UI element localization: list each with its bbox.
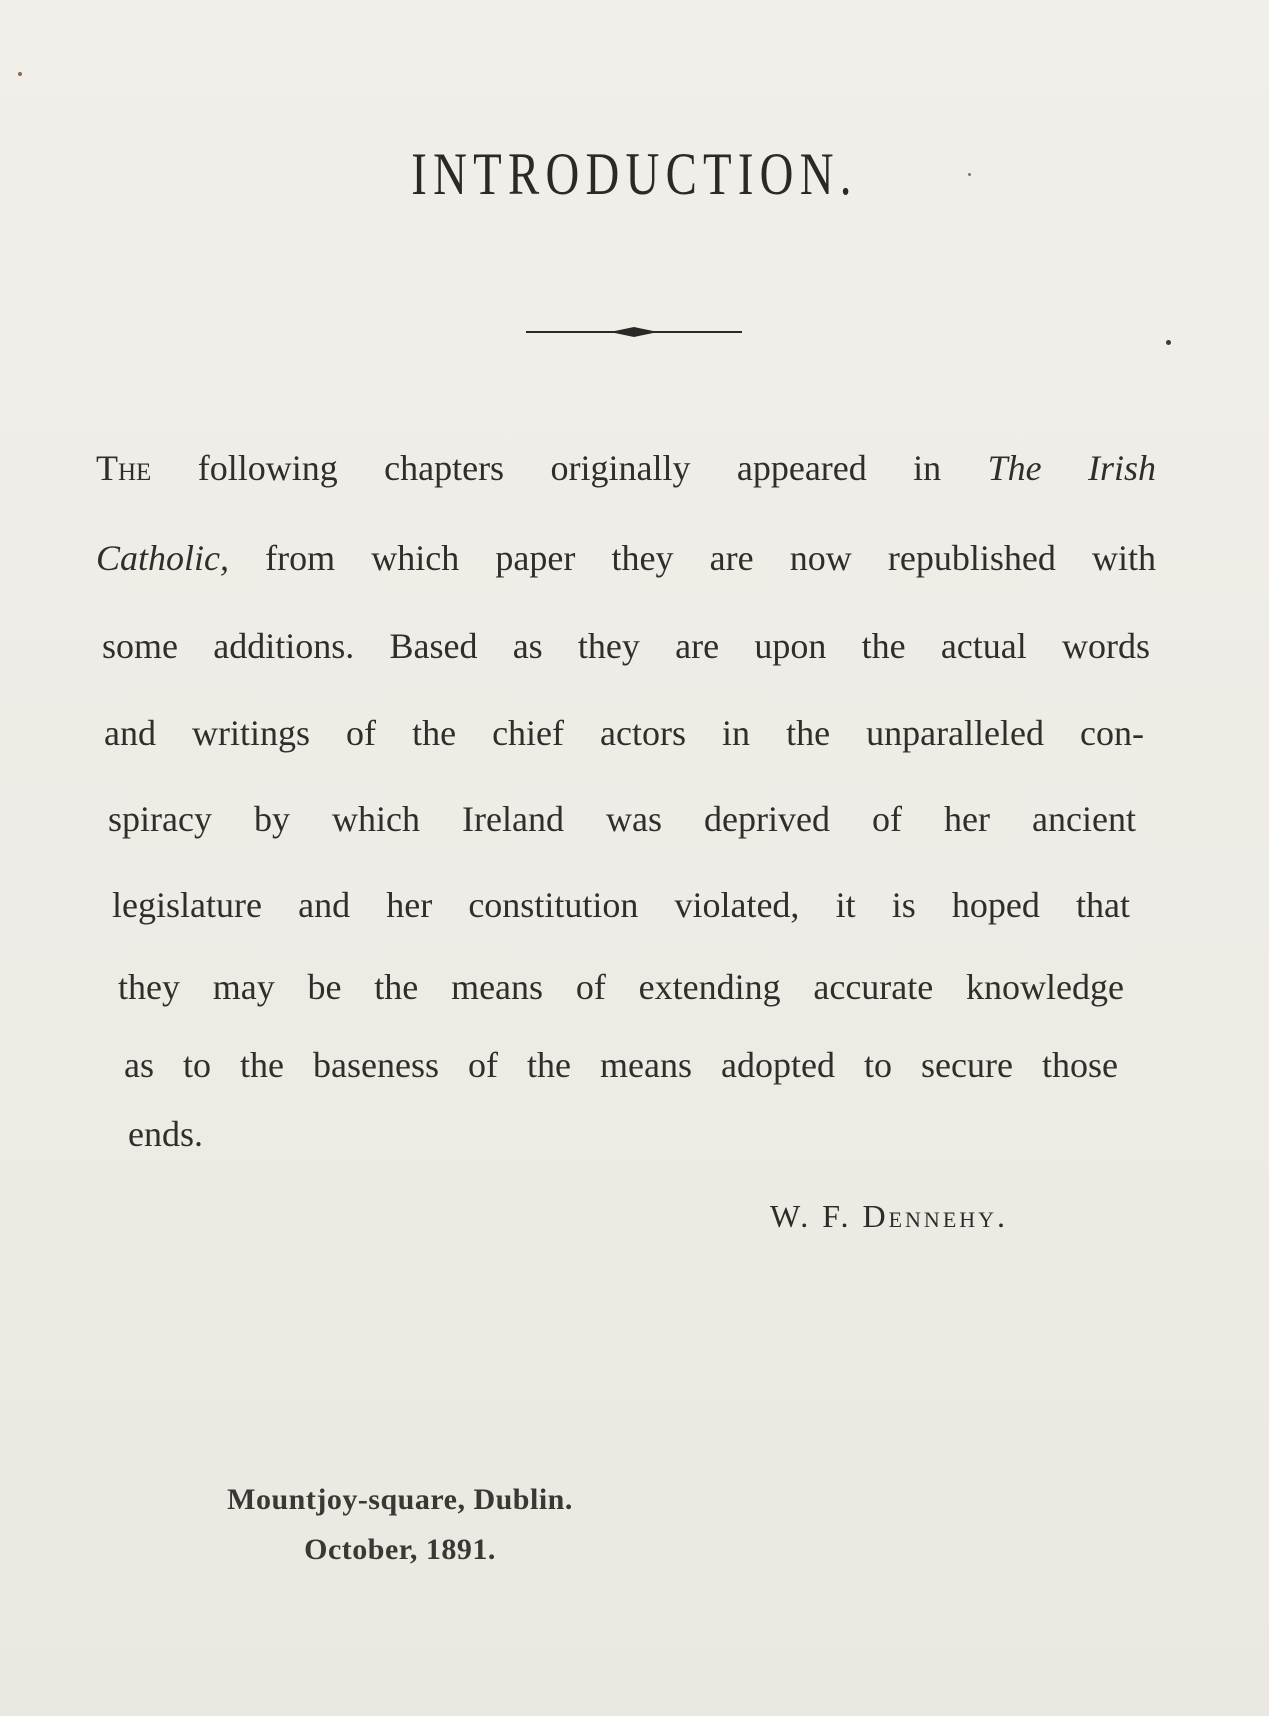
paragraph-line-7: they may be the means of extending accurate knowledge xyxy=(118,967,1124,1007)
ornamental-rule xyxy=(524,321,744,343)
paragraph-line-6: legislature and her constitution violated, it is hoped that xyxy=(112,885,1130,925)
page-title: INTRODUCTION. xyxy=(411,141,858,207)
line-text: following chapters originally appeared in xyxy=(151,448,988,488)
paragraph-line-3: some additions. Based as they are upon the actual words xyxy=(102,626,1150,666)
paragraph-line-4: and writings of the chief actors in the unparalleled con- xyxy=(104,713,1144,753)
line-text: from which paper they are now republished with xyxy=(229,538,1156,578)
author-signature: W. F. Dennehy. xyxy=(770,1198,1009,1234)
place-line: Mountjoy-square, Dublin. xyxy=(227,1483,573,1516)
paragraph-line-2 xyxy=(96,536,1156,580)
paragraph-line-8: as to the baseness of the means adopted to secure those xyxy=(124,1045,1118,1085)
paper-speck xyxy=(18,72,22,76)
date-line: October, 1891. xyxy=(304,1533,496,1566)
paragraph-line-9: ends. xyxy=(128,1114,203,1154)
paragraph-line-5: spiracy by which Ireland was deprived of her ancient xyxy=(108,799,1136,839)
paragraph-line-1 xyxy=(96,446,1156,490)
publication-title: The Irish xyxy=(987,448,1156,488)
drop-word: The xyxy=(96,448,152,488)
publication-title: Catholic, xyxy=(96,538,229,578)
paper-speck xyxy=(1166,340,1171,345)
